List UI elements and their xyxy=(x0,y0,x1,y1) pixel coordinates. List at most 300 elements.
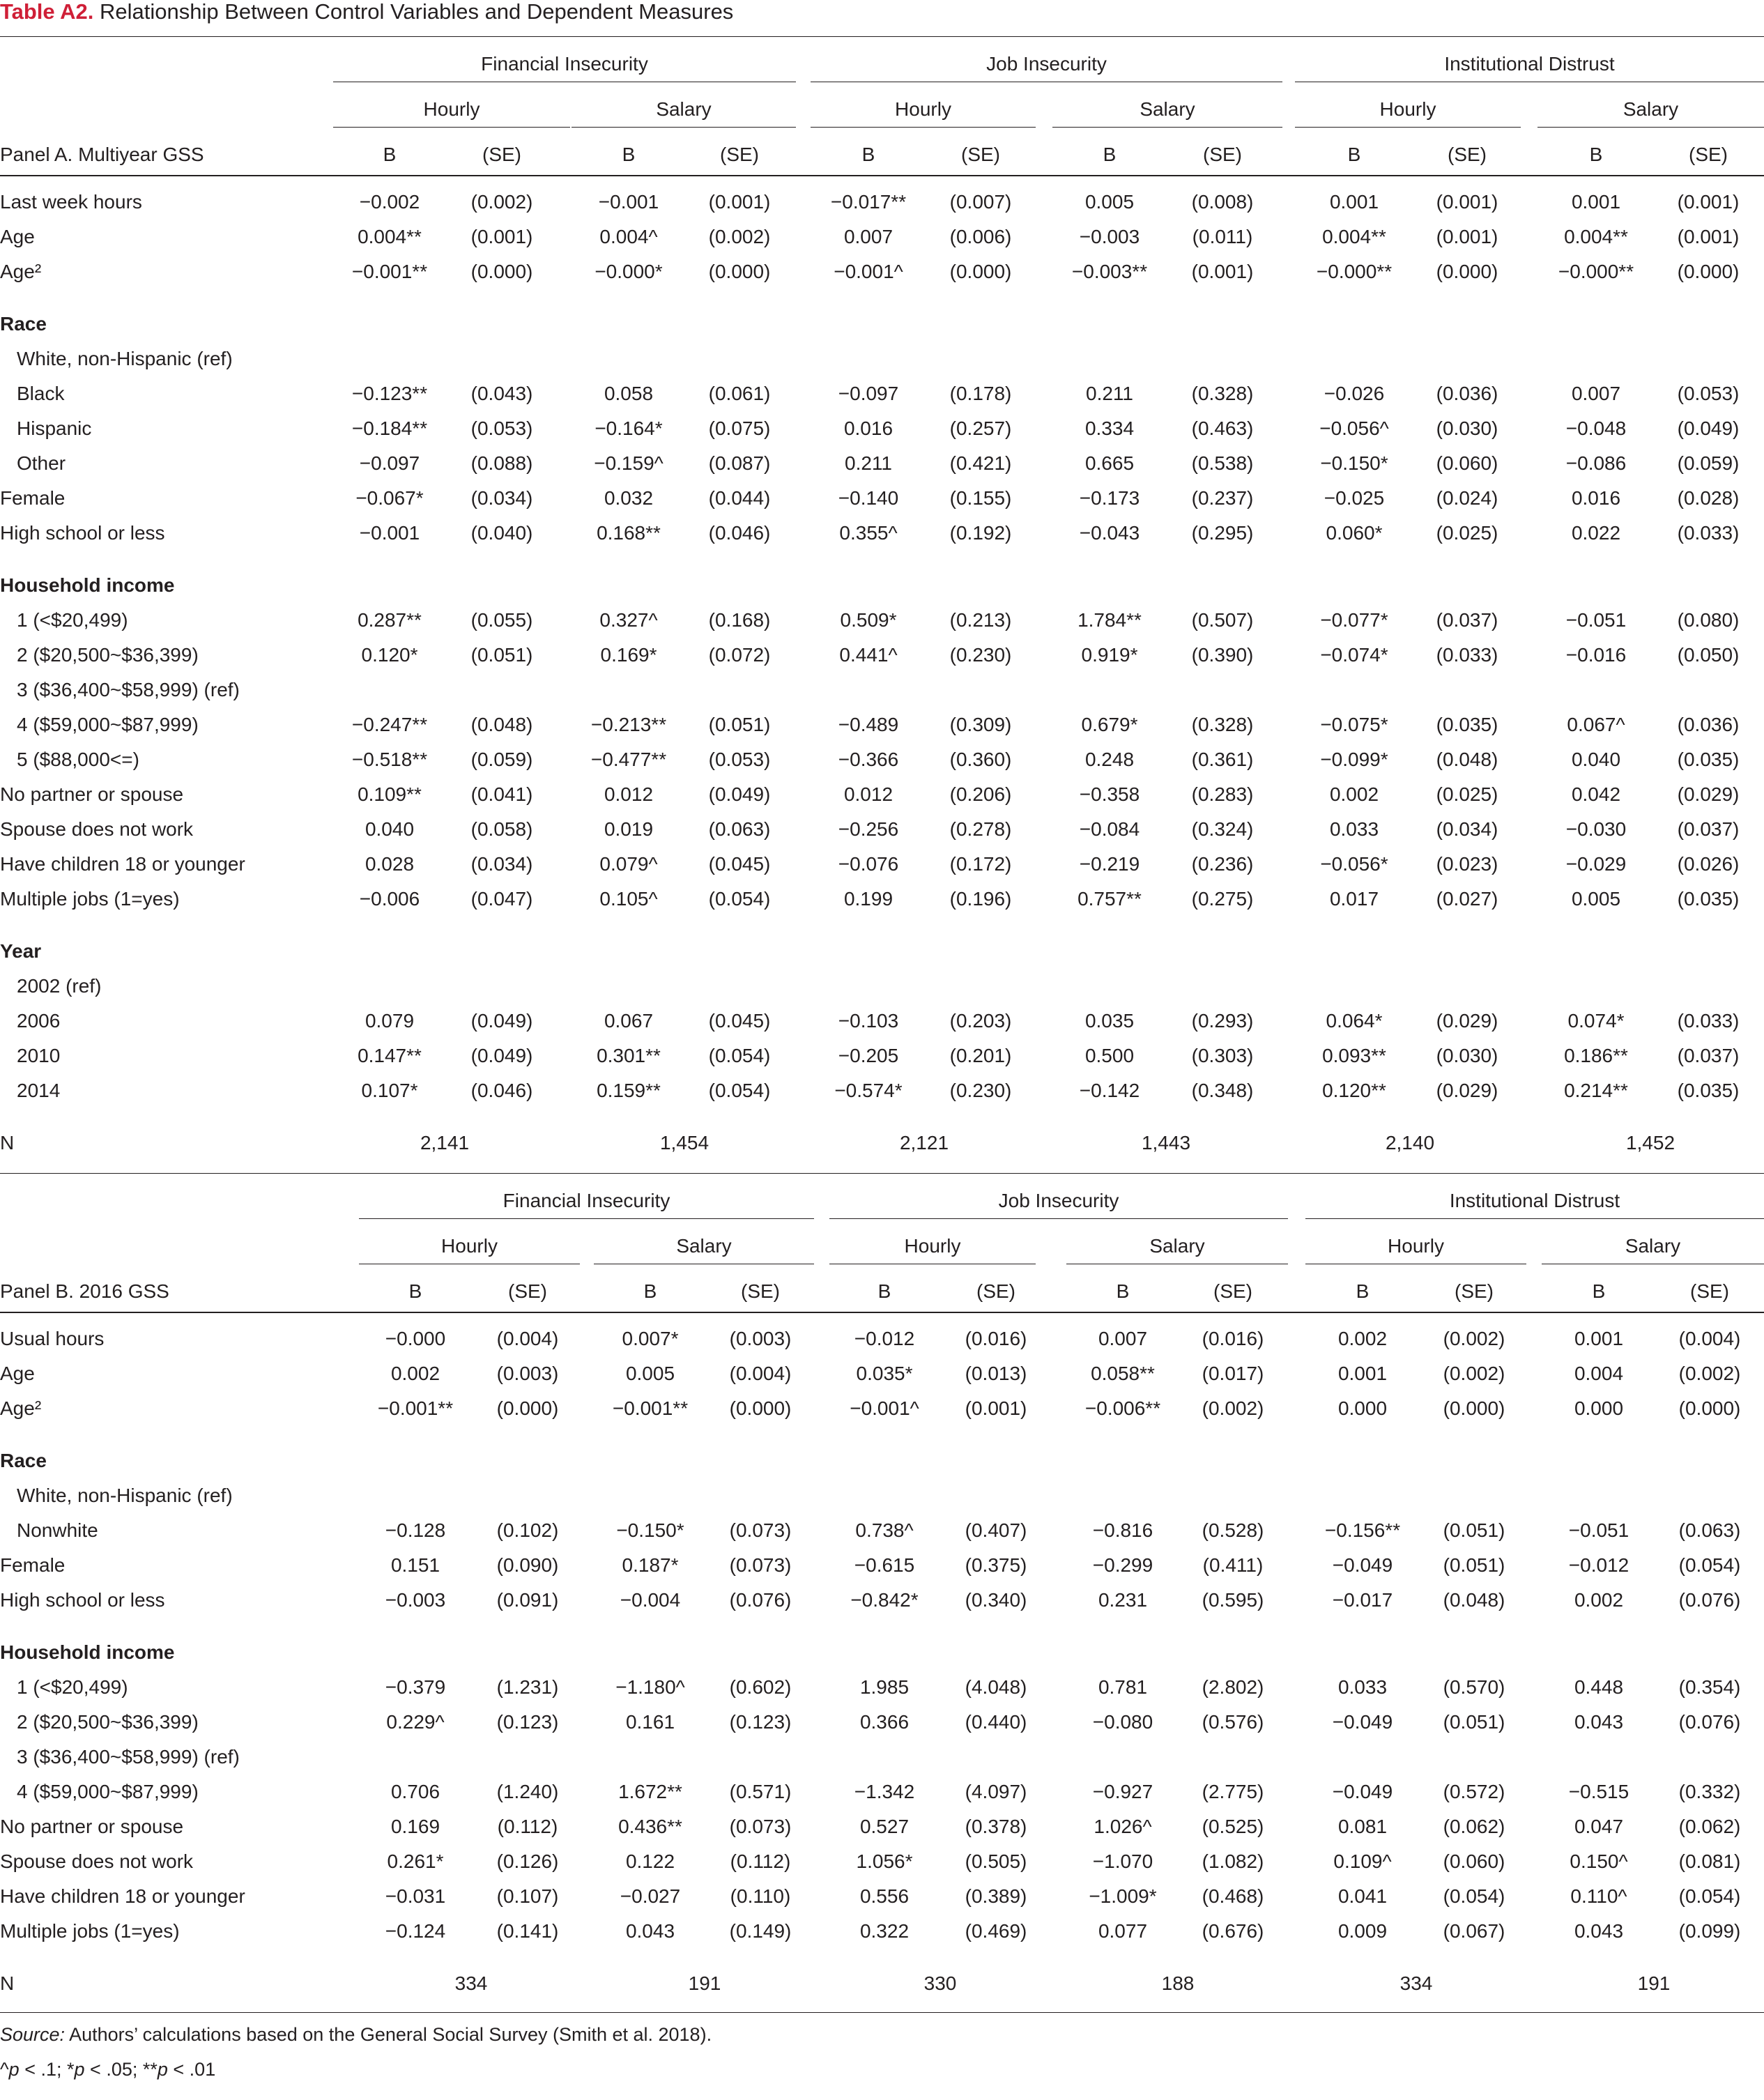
se-cell: (0.040) xyxy=(470,522,533,544)
se-cell: (0.075) xyxy=(708,417,771,439)
se-cell: (0.203) xyxy=(949,1010,1012,1032)
se-cell: (0.054) xyxy=(1678,1885,1741,1907)
row-label-race: Race xyxy=(0,1450,47,1471)
panelA-subgroup-rule xyxy=(333,127,570,128)
coef-cell: 0.058 xyxy=(604,383,654,404)
se-cell: (0.123) xyxy=(729,1711,792,1733)
row-label-race: Race xyxy=(0,313,47,335)
coef-cell: −0.001^ xyxy=(834,261,903,282)
coef-cell: 0.107* xyxy=(361,1080,418,1101)
se-cell: (0.049) xyxy=(470,1010,533,1032)
se-cell: (0.063) xyxy=(1678,1519,1741,1541)
se-cell: (0.107) xyxy=(496,1885,559,1907)
se-cell: (0.036) xyxy=(1436,383,1498,404)
se-cell: (0.328) xyxy=(1191,714,1254,735)
coef-cell: −1.070 xyxy=(1092,1850,1153,1872)
se-cell: (0.000) xyxy=(1677,261,1740,282)
coef-cell: 0.355^ xyxy=(839,522,898,544)
coef-cell: 0.005 xyxy=(1571,888,1621,910)
se-cell: (0.088) xyxy=(470,452,533,474)
se-cell: (0.538) xyxy=(1191,452,1254,474)
se-cell: (0.025) xyxy=(1436,783,1498,805)
se-cell: (0.411) xyxy=(1202,1554,1264,1576)
se-cell: (0.067) xyxy=(1443,1920,1505,1942)
coef-cell: −0.001** xyxy=(612,1397,689,1419)
se-cell: (0.230) xyxy=(949,1080,1012,1101)
coef-cell: 0.040 xyxy=(1571,749,1621,770)
se-cell: (0.361) xyxy=(1191,749,1254,770)
coef-cell: −0.156** xyxy=(1324,1519,1401,1541)
panelA-subgroup-rule xyxy=(1052,127,1282,128)
coef-cell: 0.706 xyxy=(390,1781,440,1802)
panelB-n-label: N xyxy=(0,1972,15,1994)
row-label-household-income: Household income xyxy=(0,1641,175,1663)
row-label-age: Age xyxy=(0,226,35,247)
coef-cell: 0.757** xyxy=(1077,888,1142,910)
coef-cell: −0.003 xyxy=(1079,226,1140,247)
coef-cell: 0.366 xyxy=(859,1711,910,1733)
row-label-age: Age xyxy=(0,1363,35,1384)
coef-cell: 0.738^ xyxy=(855,1519,914,1541)
se-cell: (0.054) xyxy=(708,1080,771,1101)
se-cell: (0.328) xyxy=(1191,383,1254,404)
row-label-multiple-jobs-1-yes: Multiple jobs (1=yes) xyxy=(0,888,180,910)
row-label-spouse-does-not-work: Spouse does not work xyxy=(0,1850,194,1872)
se-cell: (0.002) xyxy=(1202,1397,1264,1419)
coef-cell: 0.334 xyxy=(1084,417,1135,439)
panelA-stat-b-header: B xyxy=(861,144,875,165)
coef-cell: 0.169* xyxy=(600,644,657,666)
significance-note-part: < .01 xyxy=(167,2059,216,2080)
coef-cell: 0.060* xyxy=(1326,522,1383,544)
row-label-2010: 2010 xyxy=(17,1045,61,1066)
se-cell: (0.002) xyxy=(470,191,533,213)
panelB-n-value: 191 xyxy=(688,1972,721,1994)
coef-cell: −0.026 xyxy=(1324,383,1385,404)
se-cell: (0.076) xyxy=(729,1589,792,1611)
coef-cell: 0.001 xyxy=(1571,191,1621,213)
coef-cell: −0.150* xyxy=(616,1519,684,1541)
row-label-high-school-or-less: High school or less xyxy=(0,522,165,544)
panelB-subgroup-header: Hourly xyxy=(904,1235,961,1257)
coef-cell: 0.199 xyxy=(843,888,893,910)
coef-cell: 0.248 xyxy=(1084,749,1135,770)
coef-cell: 0.287** xyxy=(358,609,422,631)
se-cell: (0.034) xyxy=(470,487,533,509)
se-cell: (0.004) xyxy=(729,1363,792,1384)
row-label-female: Female xyxy=(0,1554,66,1576)
se-cell: (0.407) xyxy=(965,1519,1027,1541)
coef-cell: 1.026^ xyxy=(1094,1816,1152,1837)
coef-cell: −0.615 xyxy=(854,1554,915,1576)
coef-cell: 0.150^ xyxy=(1570,1850,1628,1872)
coef-cell: 0.042 xyxy=(1571,783,1621,805)
panelA-stat-se-header: (SE) xyxy=(720,144,759,165)
coef-cell: 0.147** xyxy=(358,1045,422,1066)
coef-cell: −0.173 xyxy=(1079,487,1140,509)
coef-cell: 0.004** xyxy=(358,226,422,247)
coef-cell: 0.074* xyxy=(1567,1010,1625,1032)
row-label-3-36-400-58-999-ref: 3 ($36,400~$58,999) (ref) xyxy=(17,679,240,700)
source-note xyxy=(0,2021,712,2048)
coef-cell: 0.077 xyxy=(1098,1920,1148,1942)
se-cell: (0.463) xyxy=(1191,417,1254,439)
se-cell: (0.037) xyxy=(1677,818,1740,840)
coef-cell: 0.122 xyxy=(625,1850,675,1872)
se-cell: (4.048) xyxy=(965,1676,1027,1698)
se-cell: (0.196) xyxy=(949,888,1012,910)
row-label-5-88-000: 5 ($88,000<=) xyxy=(17,749,139,770)
se-cell: (0.149) xyxy=(729,1920,792,1942)
panelA-stat-se-header: (SE) xyxy=(482,144,521,165)
se-cell: (0.375) xyxy=(965,1554,1027,1576)
row-label-multiple-jobs-1-yes: Multiple jobs (1=yes) xyxy=(0,1920,180,1942)
se-cell: (0.309) xyxy=(949,714,1012,735)
coef-cell: −0.017** xyxy=(830,191,907,213)
coef-cell: −0.099* xyxy=(1320,749,1388,770)
se-cell: (0.000) xyxy=(1436,261,1498,282)
coef-cell: 0.527 xyxy=(859,1816,910,1837)
se-cell: (2.802) xyxy=(1202,1676,1264,1698)
coef-cell: −0.816 xyxy=(1092,1519,1153,1541)
coef-cell: −0.150* xyxy=(1320,452,1388,474)
se-cell: (0.528) xyxy=(1202,1519,1264,1541)
coef-cell: −0.097 xyxy=(838,383,899,404)
se-cell: (0.571) xyxy=(729,1781,792,1802)
se-cell: (0.073) xyxy=(729,1519,792,1541)
coef-cell: −0.051 xyxy=(1568,1519,1629,1541)
panelB-n-value: 334 xyxy=(1399,1972,1433,1994)
coef-cell: 0.081 xyxy=(1337,1816,1388,1837)
row-label-have-children-18-or-younger: Have children 18 or younger xyxy=(0,853,245,875)
panelA-stat-b-header: B xyxy=(383,144,397,165)
se-cell: (0.001) xyxy=(1191,261,1254,282)
se-cell: (0.001) xyxy=(708,191,771,213)
coef-cell: −0.074* xyxy=(1320,644,1388,666)
coef-cell: 0.120** xyxy=(1322,1080,1386,1101)
se-cell: (0.001) xyxy=(965,1397,1027,1419)
se-cell: (0.076) xyxy=(1678,1589,1741,1611)
coef-cell: −0.213** xyxy=(590,714,667,735)
coef-cell: −0.574* xyxy=(834,1080,903,1101)
row-label-3-36-400-58-999-ref: 3 ($36,400~$58,999) (ref) xyxy=(17,1746,240,1768)
coef-cell: −0.025 xyxy=(1324,487,1385,509)
se-cell: (0.206) xyxy=(949,783,1012,805)
coef-cell: 0.005 xyxy=(625,1363,675,1384)
row-label-usual-hours: Usual hours xyxy=(0,1328,105,1349)
coef-cell: 0.919* xyxy=(1081,644,1138,666)
panelA-subgroup-header: Salary xyxy=(656,98,712,120)
se-cell: (0.013) xyxy=(965,1363,1027,1384)
panelB-stat-b-header: B xyxy=(877,1280,891,1302)
se-cell: (0.002) xyxy=(1443,1328,1505,1349)
coef-cell: 0.327^ xyxy=(599,609,658,631)
se-cell: (0.348) xyxy=(1191,1080,1254,1101)
coef-cell: 0.229^ xyxy=(386,1711,445,1733)
coef-cell: −0.299 xyxy=(1092,1554,1153,1576)
coef-cell: 0.186** xyxy=(1564,1045,1628,1066)
row-label-nonwhite: Nonwhite xyxy=(17,1519,98,1541)
coef-cell: −1.342 xyxy=(854,1781,915,1802)
coef-cell: 0.509* xyxy=(840,609,897,631)
se-cell: (0.257) xyxy=(949,417,1012,439)
panelB-group-rule xyxy=(1305,1218,1764,1219)
panelA-subgroup-header: Hourly xyxy=(895,98,951,120)
se-cell: (0.110) xyxy=(730,1885,791,1907)
coef-cell: −0.077* xyxy=(1320,609,1388,631)
source-note-text: Authors’ calculations based on the General Social Survey (Smith et al. 2018). xyxy=(65,2024,712,2045)
row-label-4-59-000-87-999: 4 ($59,000~$87,999) xyxy=(17,714,199,735)
se-cell: (0.001) xyxy=(1436,226,1498,247)
coef-cell: −0.001^ xyxy=(850,1397,919,1419)
panelA-n-label: N xyxy=(0,1132,15,1154)
coef-cell: 0.035* xyxy=(856,1363,913,1384)
row-label-2006: 2006 xyxy=(17,1010,61,1032)
panelB-subgroup-header: Salary xyxy=(1625,1235,1681,1257)
se-cell: (0.324) xyxy=(1191,818,1254,840)
coef-cell: −0.012 xyxy=(854,1328,915,1349)
se-cell: (0.000) xyxy=(708,261,771,282)
coef-cell: 0.004** xyxy=(1322,226,1386,247)
se-cell: (0.037) xyxy=(1436,609,1498,631)
panelB-group-header: Institutional Distrust xyxy=(1449,1190,1620,1211)
row-label-household-income: Household income xyxy=(0,574,175,596)
source-note-label: Source: xyxy=(0,2024,66,2045)
coef-cell: 0.151 xyxy=(390,1554,440,1576)
se-cell: (0.275) xyxy=(1191,888,1254,910)
coef-cell: −0.159^ xyxy=(594,452,664,474)
se-cell: (0.050) xyxy=(1677,644,1740,666)
row-label-age: Age² xyxy=(0,261,42,282)
coef-cell: −0.000 xyxy=(385,1328,446,1349)
panelA-subgroup-header: Salary xyxy=(1623,98,1679,120)
se-cell: (0.028) xyxy=(1677,487,1740,509)
se-cell: (1.240) xyxy=(496,1781,559,1802)
se-cell: (0.505) xyxy=(965,1850,1027,1872)
panelB-n-value: 191 xyxy=(1637,1972,1671,1994)
coef-cell: 0.022 xyxy=(1571,522,1621,544)
se-cell: (0.003) xyxy=(729,1328,792,1349)
coef-cell: 0.028 xyxy=(365,853,415,875)
coef-cell: 0.110^ xyxy=(1570,1885,1627,1907)
coef-cell: 0.079^ xyxy=(599,853,658,875)
coef-cell: 0.301** xyxy=(597,1045,661,1066)
se-cell: (0.029) xyxy=(1436,1080,1498,1101)
coef-cell: −0.103 xyxy=(838,1010,899,1032)
coef-cell: 0.017 xyxy=(1329,888,1379,910)
panelB-subgroup-header: Hourly xyxy=(1388,1235,1444,1257)
coef-cell: 0.016 xyxy=(843,417,893,439)
se-cell: (0.213) xyxy=(949,609,1012,631)
se-cell: (0.002) xyxy=(708,226,771,247)
coef-cell: −0.379 xyxy=(385,1676,446,1698)
coef-cell: 0.004^ xyxy=(599,226,658,247)
se-cell: (0.570) xyxy=(1443,1676,1505,1698)
se-cell: (0.049) xyxy=(470,1045,533,1066)
significance-note xyxy=(0,2055,215,2083)
se-cell: (0.030) xyxy=(1436,1045,1498,1066)
coef-cell: −0.000* xyxy=(595,261,663,282)
se-cell: (0.033) xyxy=(1677,1010,1740,1032)
se-cell: (0.168) xyxy=(708,609,771,631)
row-label-2014: 2014 xyxy=(17,1080,61,1101)
coef-cell: 0.047 xyxy=(1574,1816,1624,1837)
se-cell: (0.076) xyxy=(1678,1711,1741,1733)
row-label-1-20-499: 1 (<$20,499) xyxy=(17,609,128,631)
panelB-stat-se-header: (SE) xyxy=(1690,1280,1729,1302)
coef-cell: −0.049 xyxy=(1332,1711,1393,1733)
coef-cell: 0.079 xyxy=(365,1010,415,1032)
coef-cell: 0.004 xyxy=(1574,1363,1624,1384)
coef-cell: 1.672** xyxy=(618,1781,682,1802)
se-cell: (0.087) xyxy=(708,452,771,474)
panelB-group-rule xyxy=(359,1218,814,1219)
se-cell: (0.033) xyxy=(1436,644,1498,666)
row-label-high-school-or-less: High school or less xyxy=(0,1589,165,1611)
row-label-1-20-499: 1 (<$20,499) xyxy=(17,1676,128,1698)
panelA-stat-se-header: (SE) xyxy=(1448,144,1487,165)
se-cell: (0.002) xyxy=(1443,1363,1505,1384)
se-cell: (0.072) xyxy=(708,644,771,666)
se-cell: (0.043) xyxy=(470,383,533,404)
se-cell: (0.236) xyxy=(1191,853,1254,875)
coef-cell: 0.058** xyxy=(1091,1363,1155,1384)
coef-cell: −0.097 xyxy=(359,452,420,474)
panelA-stat-b-header: B xyxy=(1103,144,1117,165)
se-cell: (0.172) xyxy=(949,853,1012,875)
row-label-no-partner-or-spouse: No partner or spouse xyxy=(0,783,184,805)
coef-cell: 0.043 xyxy=(1574,1711,1624,1733)
panelB-stat-se-header: (SE) xyxy=(741,1280,780,1302)
se-cell: (0.008) xyxy=(1191,191,1254,213)
coef-cell: 0.033 xyxy=(1329,818,1379,840)
coef-cell: −0.012 xyxy=(1568,1554,1629,1576)
se-cell: (0.062) xyxy=(1678,1816,1741,1837)
se-cell: (0.001) xyxy=(1436,191,1498,213)
coef-cell: −0.001 xyxy=(359,522,420,544)
se-cell: (1.231) xyxy=(496,1676,559,1698)
se-cell: (0.123) xyxy=(496,1711,559,1733)
coef-cell: 0.019 xyxy=(604,818,654,840)
se-cell: (0.389) xyxy=(965,1885,1027,1907)
se-cell: (0.036) xyxy=(1677,714,1740,735)
panelB-top-rule xyxy=(0,1173,1764,1174)
se-cell: (0.155) xyxy=(949,487,1012,509)
coef-cell: 0.040 xyxy=(365,818,415,840)
se-cell: (0.051) xyxy=(470,644,533,666)
coef-cell: −0.048 xyxy=(1565,417,1627,439)
se-cell: (0.378) xyxy=(965,1816,1027,1837)
se-cell: (0.051) xyxy=(1443,1519,1505,1541)
panelB-stat-b-header: B xyxy=(1592,1280,1606,1302)
coef-cell: 0.169 xyxy=(390,1816,440,1837)
se-cell: (0.469) xyxy=(965,1920,1027,1942)
se-cell: (0.602) xyxy=(729,1676,792,1698)
panelA-group-header: Job Insecurity xyxy=(986,53,1107,75)
panelA-n-value: 2,140 xyxy=(1385,1132,1435,1154)
se-cell: (0.004) xyxy=(496,1328,559,1349)
se-cell: (0.000) xyxy=(470,261,533,282)
se-cell: (0.060) xyxy=(1436,452,1498,474)
coef-cell: 0.009 xyxy=(1337,1920,1388,1942)
coef-cell: 0.781 xyxy=(1098,1676,1148,1698)
panelB-subgroup-header: Salary xyxy=(676,1235,732,1257)
coef-cell: 0.032 xyxy=(604,487,654,509)
panelA-stat-b-header: B xyxy=(1347,144,1361,165)
se-cell: (0.061) xyxy=(708,383,771,404)
coef-cell: 0.436** xyxy=(618,1816,682,1837)
se-cell: (0.141) xyxy=(496,1920,559,1942)
panelA-header-rule xyxy=(0,175,1764,176)
table-caption: Relationship Between Control Variables and Dependent Measures xyxy=(100,0,734,24)
se-cell: (0.112) xyxy=(497,1816,558,1837)
row-label-white-non-hispanic-ref: White, non-Hispanic (ref) xyxy=(17,1485,233,1506)
panelB-group-header: Financial Insecurity xyxy=(503,1190,670,1211)
se-cell: (0.027) xyxy=(1436,888,1498,910)
row-label-4-59-000-87-999: 4 ($59,000~$87,999) xyxy=(17,1781,199,1802)
coef-cell: 0.105^ xyxy=(599,888,658,910)
row-label-hispanic: Hispanic xyxy=(17,417,92,439)
se-cell: (0.051) xyxy=(708,714,771,735)
coef-cell: 0.067 xyxy=(604,1010,654,1032)
panelA-n-value: 2,121 xyxy=(899,1132,949,1154)
row-label-last-week-hours: Last week hours xyxy=(0,191,142,213)
coef-cell: −0.123** xyxy=(351,383,428,404)
coef-cell: −0.003 xyxy=(385,1589,446,1611)
se-cell: (0.201) xyxy=(949,1045,1012,1066)
coef-cell: −0.247** xyxy=(351,714,428,735)
coef-cell: −0.075* xyxy=(1320,714,1388,735)
se-cell: (0.340) xyxy=(965,1589,1027,1611)
significance-note-part: p xyxy=(74,2059,85,2080)
coef-cell: 0.043 xyxy=(1574,1920,1624,1942)
se-cell: (0.000) xyxy=(1443,1397,1505,1419)
panelA-subgroup-header: Hourly xyxy=(1379,98,1436,120)
coef-cell: −0.029 xyxy=(1565,853,1627,875)
panelB-n-value: 334 xyxy=(454,1972,488,1994)
coef-cell: −0.056^ xyxy=(1319,417,1389,439)
panelB-stat-b-header: B xyxy=(1356,1280,1370,1302)
coef-cell: −0.184** xyxy=(351,417,428,439)
row-label-no-partner-or-spouse: No partner or spouse xyxy=(0,1816,184,1837)
coef-cell: −0.366 xyxy=(838,749,899,770)
se-cell: (0.060) xyxy=(1443,1850,1505,1872)
significance-note-part: < .1; * xyxy=(19,2059,75,2080)
panelA-stat-se-header: (SE) xyxy=(1203,144,1242,165)
coef-cell: 0.007 xyxy=(1571,383,1621,404)
se-cell: (0.572) xyxy=(1443,1781,1505,1802)
panelA-subgroup-rule xyxy=(1295,127,1521,128)
coef-cell: −0.027 xyxy=(620,1885,681,1907)
se-cell: (0.006) xyxy=(949,226,1012,247)
significance-note-part: < .05; ** xyxy=(84,2059,158,2080)
se-cell: (0.058) xyxy=(470,818,533,840)
se-cell: (0.017) xyxy=(1202,1363,1264,1384)
se-cell: (0.303) xyxy=(1191,1045,1254,1066)
coef-cell: −0.049 xyxy=(1332,1554,1393,1576)
coef-cell: 0.448 xyxy=(1574,1676,1624,1698)
coef-cell: 0.000 xyxy=(1337,1397,1388,1419)
coef-cell: 0.109** xyxy=(358,783,422,805)
se-cell: (0.525) xyxy=(1202,1816,1264,1837)
se-cell: (0.053) xyxy=(708,749,771,770)
coef-cell: 1.985 xyxy=(859,1676,910,1698)
se-cell: (0.047) xyxy=(470,888,533,910)
se-cell: (0.293) xyxy=(1191,1010,1254,1032)
se-cell: (0.001) xyxy=(470,226,533,247)
panelB-stat-se-header: (SE) xyxy=(976,1280,1015,1302)
coef-cell: 0.665 xyxy=(1084,452,1135,474)
